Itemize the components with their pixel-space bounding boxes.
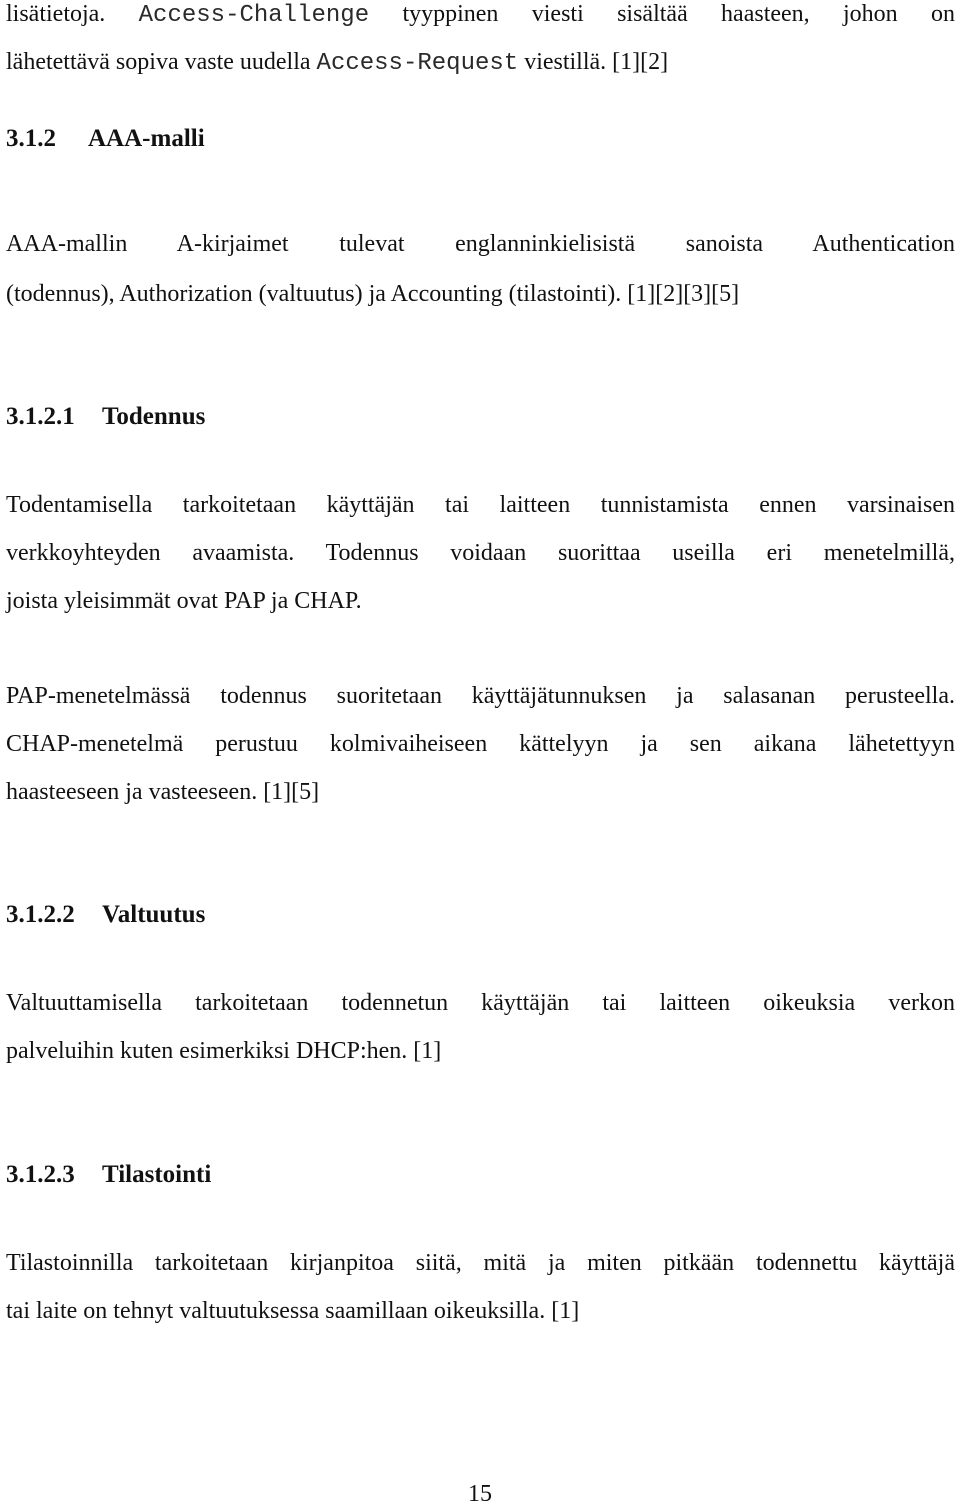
code-access-challenge: Access-Challenge [138, 2, 370, 29]
intro-text: lisätietoja. [6, 1, 106, 27]
intro-line-2 [6, 48, 955, 78]
code-access-request: Access-Request [316, 50, 519, 77]
intro-text: tyyppinen viesti sisältää haasteen, johon on [402, 1, 956, 27]
paragraph-line: haasteeseen ja vasteeseen. [1][5] [6, 779, 320, 805]
section-title: AAA-malli [88, 125, 205, 152]
section-number: 3.1.2.3 [6, 1161, 75, 1188]
section-number: 3.1.2.2 [6, 901, 75, 928]
paragraph-line: Valtuuttamisella tarkoitetaan todennetun käyttäjän tai laitteen oikeuksia verkon [6, 990, 955, 1016]
page-number: 15 [468, 1481, 492, 1507]
section-number: 3.1.2.1 [6, 403, 75, 430]
intro-text: lähetettävä sopiva vaste uudella [6, 49, 311, 75]
paragraph-line: CHAP-menetelmä perustuu kolmivaiheiseen kättelyyn ja sen aikana lähetettyyn [6, 731, 955, 757]
paragraph-line: PAP-menetelmässä todennus suoritetaan käyttäjätunnuksen ja salasanan perusteella. [6, 683, 955, 709]
paragraph-line: Todentamisella tarkoitetaan käyttäjän tai laitteen tunnistamista ennen varsinaisen [6, 492, 955, 518]
section-heading-tilastointi [6, 1160, 211, 1190]
paragraph-line: joista yleisimmät ovat PAP ja CHAP. [6, 588, 362, 614]
paragraph-line: (todennus), Authorization (valtuutus) ja Accounting (tilastointi). [1][2][3][5] [6, 281, 740, 307]
paragraph-line: verkkoyhteyden avaamista. Todennus voidaan suorittaa useilla eri menetelmillä, [6, 540, 955, 566]
section-heading-todennus [6, 402, 205, 432]
section-title: Valtuutus [102, 901, 206, 928]
section-number: 3.1.2 [6, 125, 56, 152]
intro-text: viestillä. [1][2] [524, 49, 669, 75]
section-heading-valtuutus [6, 900, 205, 930]
section-title: Todennus [102, 403, 206, 430]
intro-line-1 [6, 0, 955, 30]
paragraph-line: AAA-mallin A-kirjaimet tulevat englanninkielisistä sanoista Authentication [6, 231, 955, 257]
paragraph-line: Tilastoinnilla tarkoitetaan kirjanpitoa siitä, mitä ja miten pitkään todennettu käyttäjä [6, 1250, 955, 1276]
section-title: Tilastointi [102, 1161, 212, 1188]
section-heading-aaa [6, 124, 205, 154]
paragraph-line: tai laite on tehnyt valtuutuksessa saamillaan oikeuksilla. [1] [6, 1298, 580, 1324]
paragraph-line: palveluihin kuten esimerkiksi DHCP:hen. [1] [6, 1038, 442, 1064]
